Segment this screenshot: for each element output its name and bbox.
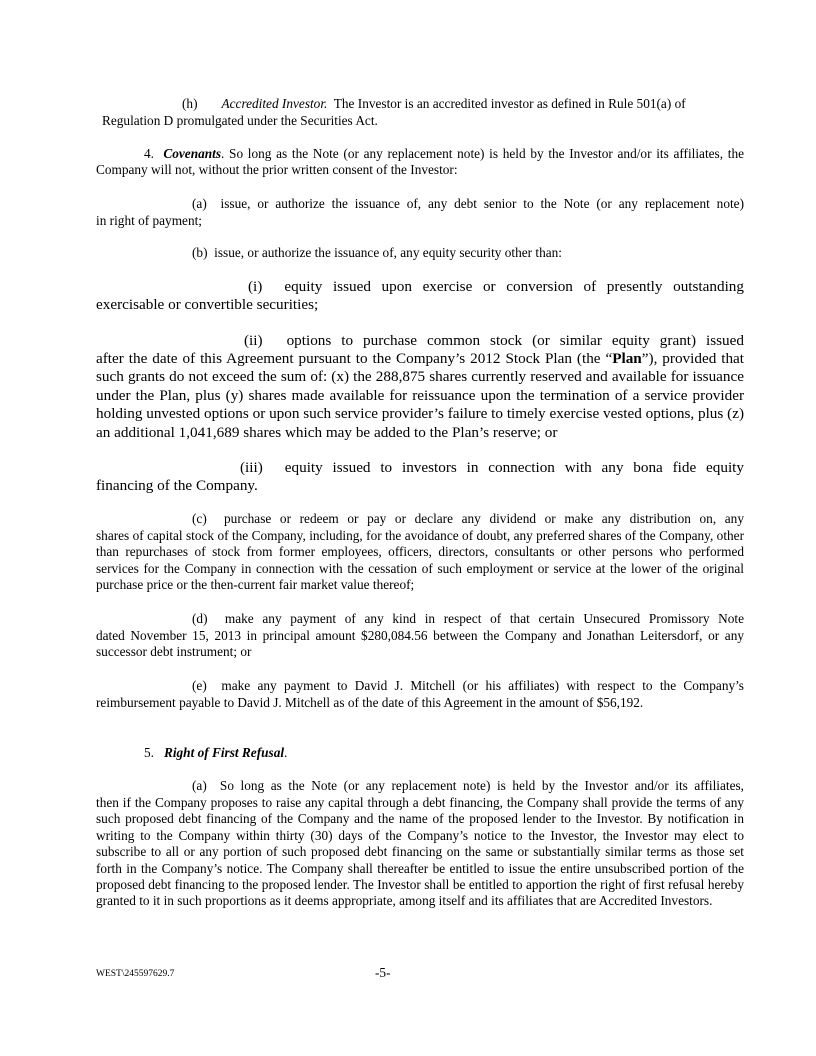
para-h-line2	[102, 113, 750, 129]
para-h-label: (h)	[182, 96, 198, 111]
section-4e-label: (e)	[192, 678, 207, 693]
section-5-period: .	[284, 745, 288, 760]
section-4b-text: issue, or authorize the issuance of, any equity security other than:	[214, 245, 563, 260]
section-4a-line2	[96, 213, 744, 229]
section-4b-label: (b)	[192, 245, 208, 260]
section-5-title: Right of First Refusal	[163, 745, 285, 760]
section-5-num: 5.	[144, 745, 154, 760]
para-h-title: Accredited Investor.	[221, 96, 328, 111]
section-5a-rest: then if the Company proposes to raise any capital through a debt financing, the Company shall provide the terms of any such proposed debt financing of the Company and the name of the proposed lender to the Investor. By notification in writing to the Company within thirty (30) days of the Company’s notice to the Investor, the Investor may elect to subscribe to all or any portion of such proposed debt financing on the same or substantially similar terms as those set forth in the Company’s notice. The Company shall thereafter be entitled to issue the entire unsubscribed portion of the proposed debt financing to the proposed lender. The Investor shall be entitled to apportion the right of first refusal hereby granted to it in such proportions as it deems appropriate, among itself and its affiliates that are Accredited Investors.	[96, 795, 744, 909]
section-5a-label: (a)	[192, 778, 207, 793]
section-4biii-line2-text: financing of the Company.	[96, 477, 258, 494]
section-4e-line2-text: reimbursement payable to David J. Mitchell as of the date of this Agreement in the amount of $56,192.	[96, 695, 644, 710]
section-5a-body	[96, 795, 744, 910]
para-h	[96, 96, 744, 112]
section-4c	[96, 511, 744, 527]
section-4bii-post: ”), provided that such grants do not exceed the sum of: (x) the 288,875 shares currently reserved and available for issuance under the Plan, plus (y) shares made available for reissuance upon the termination of a service provider holding unvested options or upon such service provider’s failure to timely exercise vested options, plus (z) an additional 1,041,689 shares which may be added to the Plan’s reserve; or	[96, 350, 744, 441]
section-5a-text: So long as the Note (or any replacement note) is held by the Investor and/or its affiliates,	[219, 778, 744, 793]
footer-page-number: -5-	[375, 965, 391, 980]
section-4-text: . So long as the Note (or any replacement note) is held by the Investor and/or its affiliates, the Company will not, without the prior written consent of the Investor:	[96, 146, 744, 178]
section-4c-body	[96, 528, 744, 594]
section-4d-body	[96, 628, 744, 661]
section-4a-line2-text: in right of payment;	[96, 213, 202, 228]
section-4c-text: purchase or redeem or pay or declare any dividend or make any distribution on, any	[224, 511, 744, 526]
section-4e	[96, 678, 744, 694]
section-5	[96, 745, 744, 761]
footer-doc-id: WEST\245597629.7	[96, 969, 175, 979]
section-4d-text: make any payment of any kind in respect of that certain Unsecured Promissory Note	[224, 611, 745, 626]
section-4e-line2	[96, 695, 744, 711]
section-4bii-text: options to purchase common stock (or similar equity grant) issued	[286, 332, 744, 349]
section-4a-text: issue, or authorize the issuance of, any debt senior to the Note (or any replacement note)	[220, 196, 744, 211]
section-4biii	[96, 459, 744, 477]
section-4b	[96, 245, 744, 261]
section-4bi-label: (i)	[248, 278, 263, 295]
para-h-line2-text: Regulation D promulgated under the Securities Act.	[102, 113, 378, 128]
para-h-text: The Investor is an accredited investor as defined in Rule 501(a) of	[333, 96, 686, 111]
section-4	[96, 146, 744, 179]
section-4d-label: (d)	[192, 611, 208, 626]
section-4bii	[96, 332, 744, 350]
section-4bii-label: (ii)	[244, 332, 263, 349]
section-4bi-line2	[96, 296, 744, 314]
section-4-title: Covenants	[163, 146, 222, 161]
section-4bi-text: equity issued upon exercise or conversion of presently outstanding	[284, 278, 744, 295]
section-4-num: 4.	[144, 146, 154, 161]
section-4a-label: (a)	[192, 196, 207, 211]
section-4bi	[96, 278, 744, 296]
section-4e-text: make any payment to David J. Mitchell (or his affiliates) with respect to the Company’s	[221, 678, 744, 693]
section-4bii-body	[96, 350, 744, 442]
section-4c-label: (c)	[192, 511, 207, 526]
section-4bii-plan: Plan	[612, 350, 642, 367]
section-5a	[96, 778, 744, 794]
section-4biii-text: equity issued to investors in connection with any bona fide equity	[284, 459, 744, 476]
section-4a	[96, 196, 744, 212]
section-4d	[96, 611, 744, 627]
section-4bii-pre: after the date of this Agreement pursuant to the Company’s 2012 Stock Plan (the “	[96, 350, 613, 367]
section-4bi-line2-text: exercisable or convertible securities;	[96, 296, 319, 313]
section-4biii-line2	[96, 477, 744, 495]
section-4d-rest: dated November 15, 2013 in principal amount $280,084.56 between the Company and Jonathan Leitersdorf, or any successor debt instrument; or	[96, 628, 744, 660]
section-4c-rest: shares of capital stock of the Company, including, for the avoidance of doubt, any preferred shares of the Company, other than repurchases of stock from former employees, officers, directors, consultants or other persons who performed services for the Company in connection with the cessation of such employment or service at the lower of the original purchase price or the then-current fair market value thereof;	[96, 528, 744, 593]
section-4biii-label: (iii)	[240, 459, 263, 476]
